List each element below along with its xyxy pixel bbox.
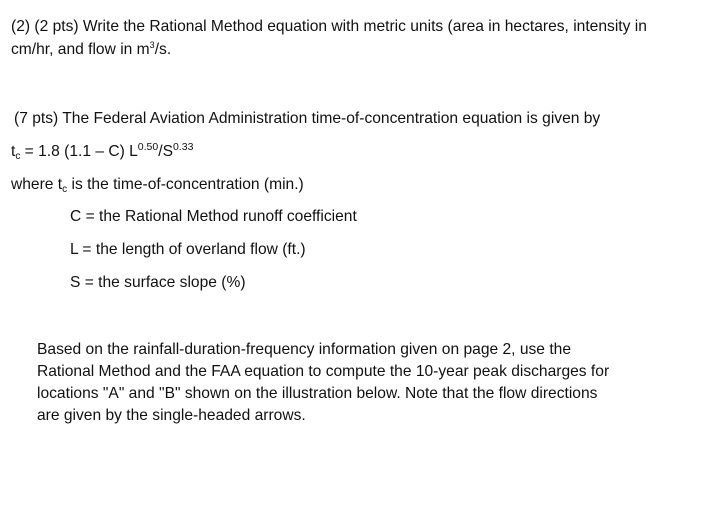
task-line-1: Based on the rainfall-duration-frequency information given on page 2, use the (37, 341, 571, 358)
definition-s (70, 272, 246, 294)
where-line (11, 174, 304, 198)
where-text: where t (11, 176, 63, 193)
definition-c-text: C = the Rational Method runoff coefficient (70, 208, 357, 225)
task-line-4: are given by the single-headed arrows. (37, 407, 306, 424)
where-subscript: c (62, 184, 68, 195)
q2-line-1 (11, 16, 647, 38)
q2-line-2 (11, 39, 171, 62)
task-line-2: Rational Method and the FAA equation to compute the 10-year peak discharges for (37, 363, 610, 380)
eq-exponent-s: 0.33 (172, 141, 194, 153)
q2-superscript: 3 (149, 40, 155, 50)
q2-text-2: cm/hr, and flow in m (11, 41, 150, 58)
definition-c (70, 206, 357, 228)
task-line-3: locations "A" and "B" shown on the illustration below. Note that the flow directions (37, 385, 598, 402)
q2-text-1: (2) (2 pts) Write the Rational Method equation with metric units (area in hectares, intensity in (11, 18, 647, 35)
q7-intro (14, 108, 600, 130)
definition-l (70, 239, 306, 261)
definition-l-text: L = the length of overland flow (ft.) (70, 241, 306, 258)
definition-s-text: S = the surface slope (%) (70, 274, 246, 291)
q7-intro-text: (7 pts) The Federal Aviation Administration time-of-concentration equation is given by (14, 110, 601, 127)
eq-t: t (11, 143, 16, 160)
eq-body: = 1.8 (1.1 – C) L (20, 143, 138, 160)
q2-text-2-end: /s. (154, 41, 172, 58)
eq-t-subscript: c (15, 151, 21, 162)
task-paragraph (37, 339, 609, 427)
eq-exponent-l: 0.50 (137, 141, 159, 153)
faa-equation (11, 141, 193, 165)
where-text-end: is the time-of-concentration (min.) (67, 176, 304, 193)
eq-slash-s: /S (158, 143, 173, 160)
